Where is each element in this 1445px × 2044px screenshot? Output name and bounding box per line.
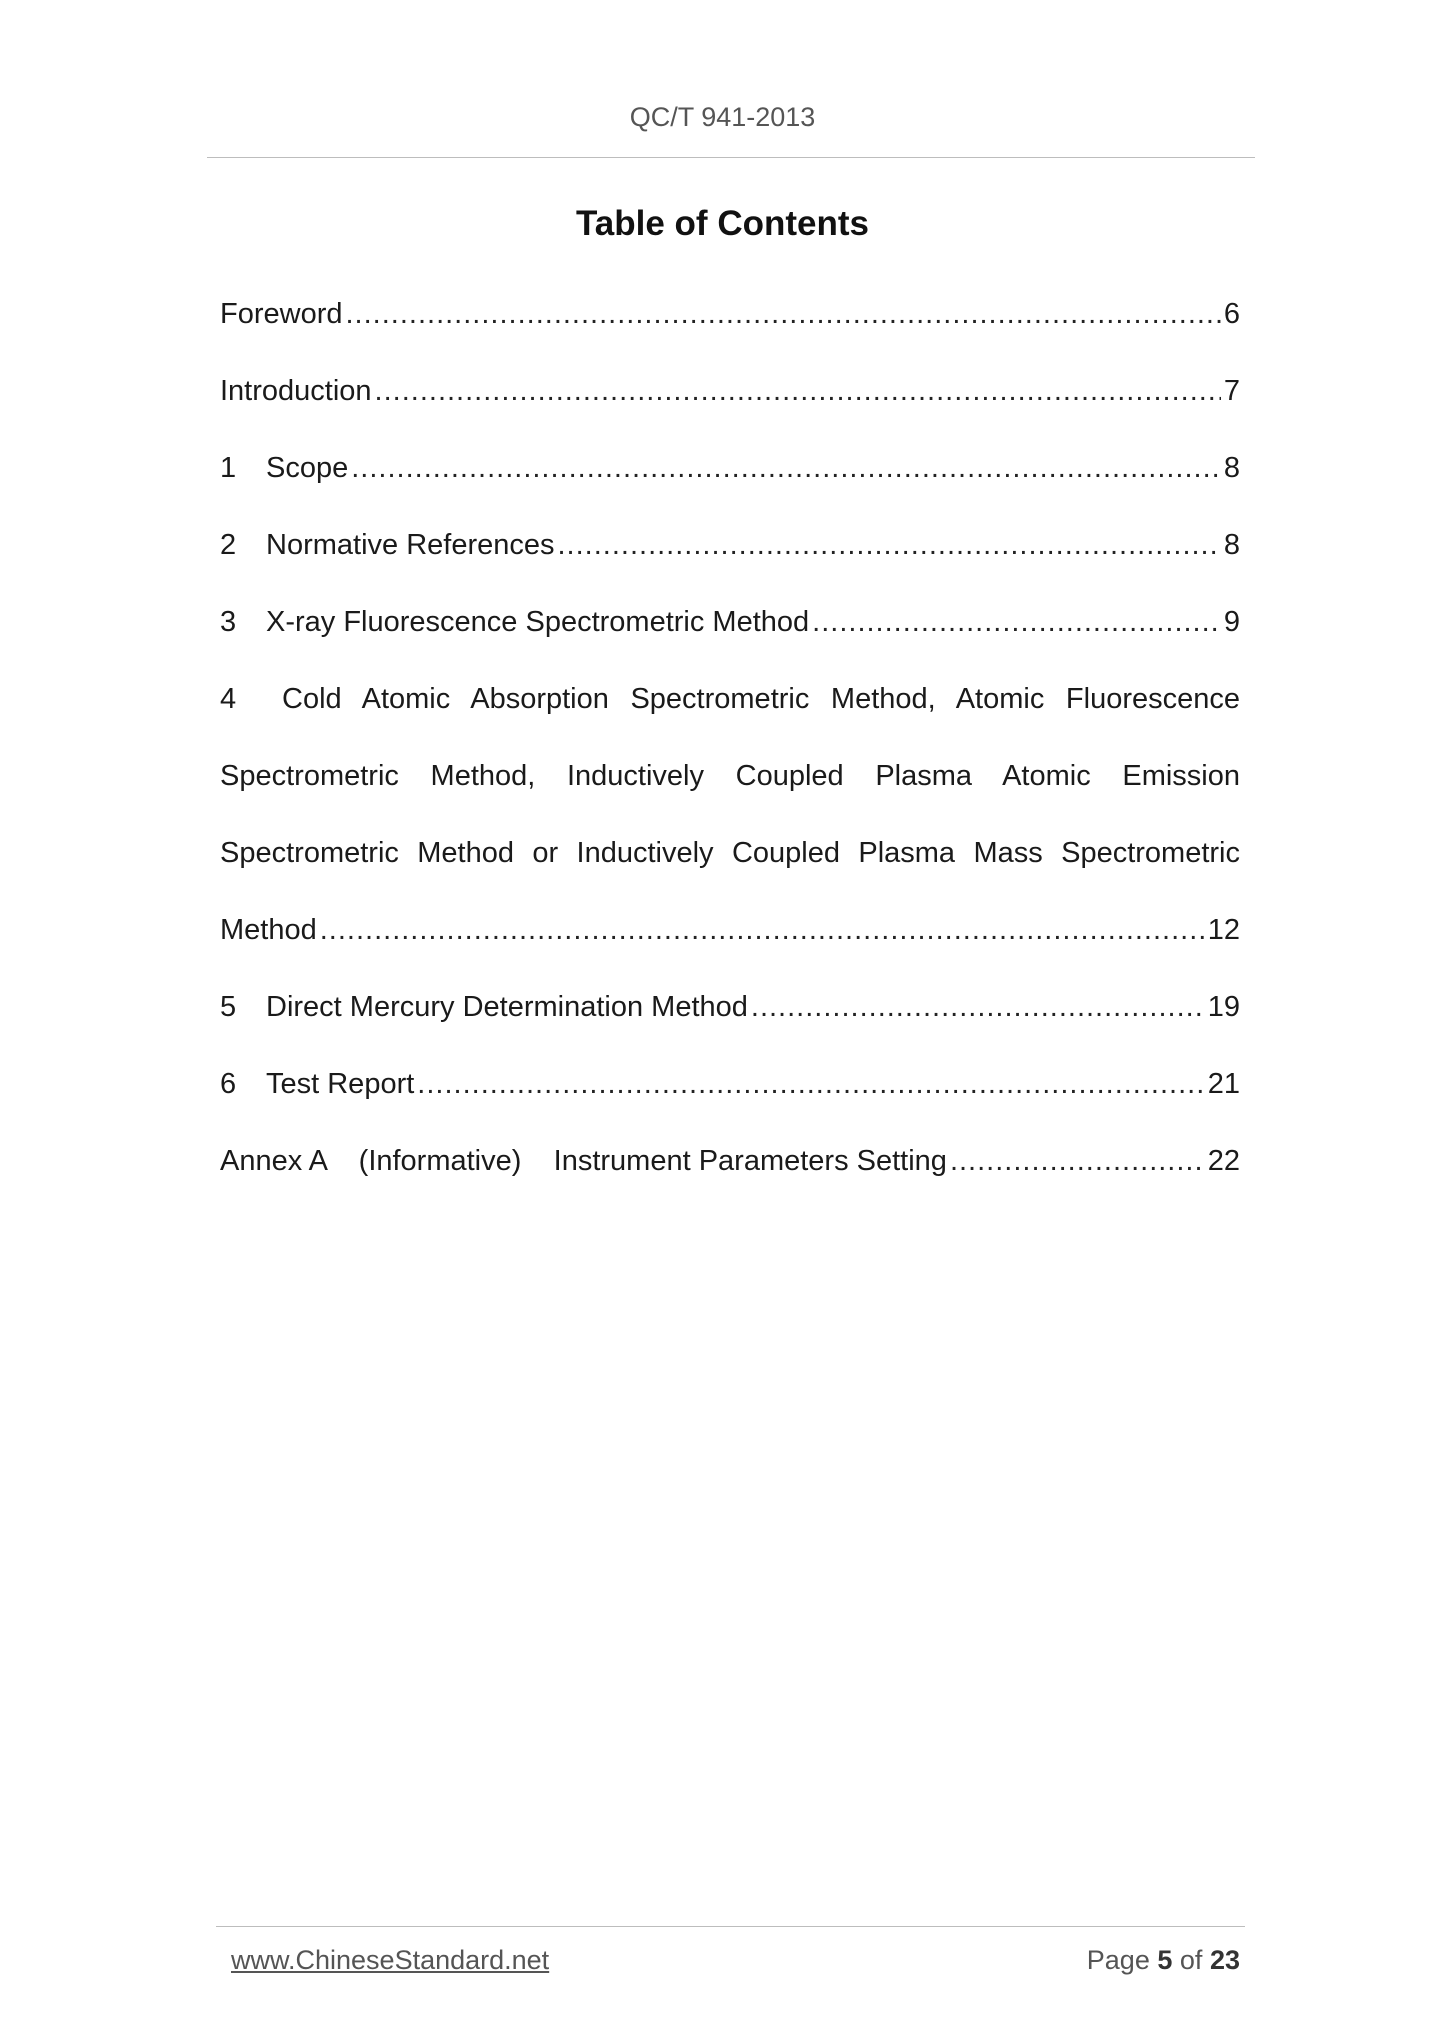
toc-entry-annex-a[interactable] xyxy=(220,1123,1240,1200)
toc-leader-dots xyxy=(812,584,1221,661)
toc-entry-atomic-methods-last-line[interactable] xyxy=(220,892,1240,969)
toc-entry-number: 2 xyxy=(220,529,237,561)
toc-title: Table of Contents xyxy=(576,204,869,243)
website-link[interactable]: www.ChineseStandard.net xyxy=(231,1945,550,1975)
toc-entry-number: 4 xyxy=(220,683,237,715)
toc-entry-line xyxy=(220,661,1240,738)
toc-entry-text: Scope xyxy=(266,452,349,484)
toc-entry-text: Test Report xyxy=(266,1068,415,1100)
toc-entry-line: Spectrometric Method or Inductively Coupled Plasma Mass Spectrometric xyxy=(220,837,1240,869)
toc-entry-page: 7 xyxy=(1223,375,1240,407)
toc-leader-dots xyxy=(346,276,1221,353)
toc-entry-page: 22 xyxy=(1207,1145,1240,1177)
toc-entry-scope[interactable] xyxy=(220,430,1240,507)
page-of-label: of xyxy=(1179,1945,1203,1975)
header-divider xyxy=(207,157,1255,158)
toc-leader-dots xyxy=(351,430,1221,507)
footer-divider xyxy=(216,1926,1245,1927)
toc-leader-dots xyxy=(320,892,1205,969)
toc-entry-text: Cold Atomic Absorption Spectrometric Method, Atomic Fluorescence xyxy=(282,683,1240,715)
toc-entry-xray-method[interactable] xyxy=(220,584,1240,661)
toc-entry-test-report[interactable] xyxy=(220,1046,1240,1123)
table-of-contents xyxy=(220,276,1240,1200)
toc-entry-number: 1 xyxy=(220,452,237,484)
toc-entry-page: 9 xyxy=(1223,606,1240,638)
toc-entry-introduction[interactable] xyxy=(220,353,1240,430)
toc-entry-page: 8 xyxy=(1223,529,1240,561)
toc-entry-text: Method xyxy=(220,914,317,946)
toc-entry-direct-mercury[interactable] xyxy=(220,969,1240,1046)
toc-leader-dots xyxy=(751,969,1205,1046)
toc-entry-number: 5 xyxy=(220,991,237,1023)
toc-entry-page: 19 xyxy=(1207,991,1240,1023)
toc-leader-dots xyxy=(375,353,1221,430)
toc-entry-page: 8 xyxy=(1223,452,1240,484)
toc-leader-dots xyxy=(558,507,1221,584)
toc-entry-text: Introduction xyxy=(220,375,372,407)
toc-leader-dots xyxy=(417,1046,1204,1123)
toc-entry-page: 12 xyxy=(1207,914,1240,946)
toc-entry-line: Spectrometric Method, Inductively Coupled Plasma Atomic Emission xyxy=(220,760,1240,792)
page-current: 5 xyxy=(1157,1945,1173,1975)
toc-entry-text: Direct Mercury Determination Method xyxy=(266,991,748,1023)
toc-entry-text: X-ray Fluorescence Spectrometric Method xyxy=(266,606,810,638)
toc-entry-page: 21 xyxy=(1207,1068,1240,1100)
toc-entry-text: Foreword xyxy=(220,298,343,330)
toc-entry-foreword[interactable] xyxy=(220,276,1240,353)
toc-entry-atomic-methods[interactable] xyxy=(220,661,1240,892)
page-number xyxy=(1087,1945,1240,1976)
page-total: 23 xyxy=(1209,1945,1240,1975)
toc-leader-dots xyxy=(950,1123,1205,1200)
page-header: QC/T 941-2013 xyxy=(629,102,816,132)
toc-entry-page: 6 xyxy=(1223,298,1240,330)
toc-entry-number: 6 xyxy=(220,1068,237,1100)
toc-entry-normative-references[interactable] xyxy=(220,507,1240,584)
toc-entry-text: Annex A (Informative) Instrument Parameters Setting xyxy=(220,1145,947,1177)
toc-entry-number: 3 xyxy=(220,606,237,638)
page-label: Page xyxy=(1086,1945,1150,1975)
toc-entry-text: Normative References xyxy=(266,529,555,561)
